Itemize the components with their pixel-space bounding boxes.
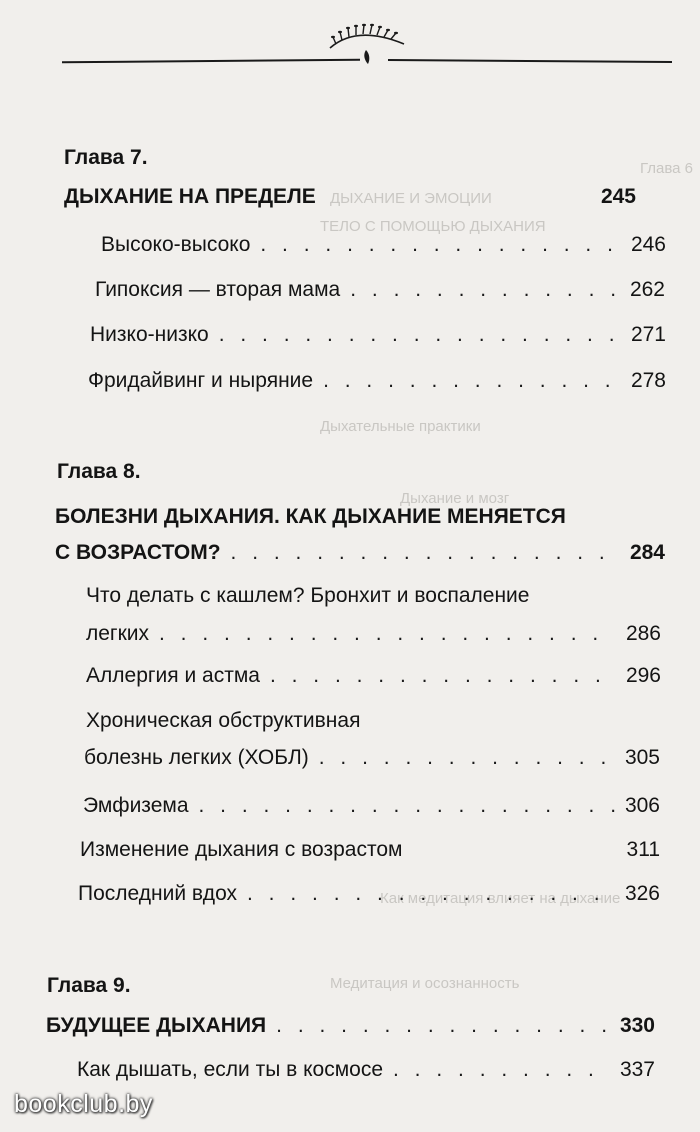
chapter-heading: Глава 7.: [64, 146, 148, 169]
page-number: 337: [619, 1058, 655, 1081]
entry-label[interactable]: Хроническая обструктивная: [86, 709, 361, 732]
dot-leader: [323, 369, 621, 393]
toc-entry-row[interactable]: [77, 1058, 655, 1082]
entry-label: Как дышать, если ты в космосе: [77, 1058, 384, 1081]
toc-entry-row[interactable]: [84, 746, 660, 770]
dot-leader: [231, 541, 620, 565]
toc-entry-row[interactable]: [83, 794, 660, 818]
site-watermark: bookclub.by: [14, 1090, 153, 1118]
chapter-title: БУДУЩЕЕ ДЫХАНИЯ: [46, 1014, 267, 1037]
dot-leader: [219, 323, 621, 347]
sprig-ornament-icon: [322, 14, 412, 74]
page-number: 245: [600, 185, 636, 208]
entry-label: Последний вдох: [78, 882, 238, 905]
page-number: 326: [624, 882, 660, 905]
page-number: 246: [630, 233, 666, 256]
toc-entry-row[interactable]: [80, 838, 660, 862]
page-number: 330: [619, 1014, 655, 1037]
entry-label-cont: легких: [86, 622, 150, 645]
toc-entry-row[interactable]: [88, 369, 666, 393]
chapter-title: ДЫХАНИЕ НА ПРЕДЕЛЕ: [64, 185, 316, 208]
page-number: 286: [625, 622, 661, 645]
toc-entry-row[interactable]: [90, 323, 666, 347]
dot-leader: [159, 622, 616, 646]
toc-entry-row[interactable]: [78, 882, 660, 906]
entry-label: Гипоксия — вторая мама: [95, 278, 341, 301]
toc-entry-row[interactable]: [86, 622, 661, 646]
dot-leader: [393, 1058, 610, 1082]
entry-label: Фридайвинг и ныряние: [88, 369, 314, 392]
toc-entry-row[interactable]: [95, 278, 665, 302]
chapter-heading: Глава 8.: [57, 460, 141, 483]
dot-leader: [199, 794, 615, 818]
entry-label: Аллергия и астма: [86, 664, 260, 687]
entry-label: Эмфизема: [83, 794, 189, 817]
chapter-heading: Глава 9.: [47, 974, 131, 997]
dot-leader: [276, 1014, 610, 1038]
toc-chapter-row[interactable]: [55, 541, 665, 565]
toc-entry-row[interactable]: [86, 664, 661, 688]
page-number: 306: [624, 794, 660, 817]
dot-leader: [260, 233, 621, 257]
page-number: 271: [630, 323, 666, 346]
page-number: 305: [624, 746, 660, 769]
header-rule-right: [388, 59, 672, 63]
entry-label: Изменение дыхания с возрастом: [80, 838, 403, 861]
dot-leader: [319, 746, 615, 770]
page-number: 262: [629, 278, 665, 301]
dot-leader: [247, 882, 615, 906]
toc-chapter-row[interactable]: [64, 185, 636, 209]
toc-entry-row[interactable]: [101, 233, 666, 257]
header-rule-left: [62, 59, 360, 64]
entry-label-cont: болезнь легких (ХОБЛ): [84, 746, 309, 769]
page-number: 278: [630, 369, 666, 392]
page-number: 284: [629, 541, 665, 564]
toc-chapter-row[interactable]: [46, 1014, 655, 1038]
page-number: 311: [626, 838, 660, 861]
entry-label: Высоко-высоко: [101, 233, 251, 256]
dot-leader: [270, 664, 616, 688]
entry-label: Низко-низко: [90, 323, 209, 346]
chapter-title-cont: С ВОЗРАСТОМ?: [55, 541, 221, 564]
chapter-title[interactable]: БОЛЕЗНИ ДЫХАНИЯ. КАК ДЫХАНИЕ МЕНЯЕТСЯ: [55, 505, 566, 528]
page-number: 296: [625, 664, 661, 687]
dot-leader: [350, 278, 620, 302]
toc-page: Глава 6 ДЫХАНИЕ И ЭМОЦИИ ТЕЛО С ПОМОЩЬЮ ДЫХАНИЯ Дыхательные практики Дыхание и мозг Как медитация влияет на дыхание Медитация и осознанность Глава 7. ДЫХАНИЕ НА ПРЕДЕЛЕ 245 Высоко-высоко . . . 246 Гипоксия — вторая мама . . . 262 Низко-низко . . . 271 Фридайвинг и ныряние . . . 278 Глава 8. БОЛЕЗНИ ДЫХАНИЯ. КАК ДЫХАНИЕ МЕНЯЕТСЯ С ВОЗРАСТОМ? . . . 284 Что делать с кашлем? Бронхит и воспаление легких . . . 286 Аллергия и астма . . . 296 Хроническая обструктивная болезнь легких (ХОБЛ) . . . 305 Эмфизема . . . 306 Изменение дыхания с возрастом 311 Последний вдох . . . 326 Глава 9. БУДУЩЕЕ ДЫХАНИЯ . . . 330 Как дышать, если ты в космосе . . . 337 bookclub.by: [0, 0, 700, 1132]
entry-label[interactable]: Что делать с кашлем? Бронхит и воспаление: [86, 584, 530, 607]
